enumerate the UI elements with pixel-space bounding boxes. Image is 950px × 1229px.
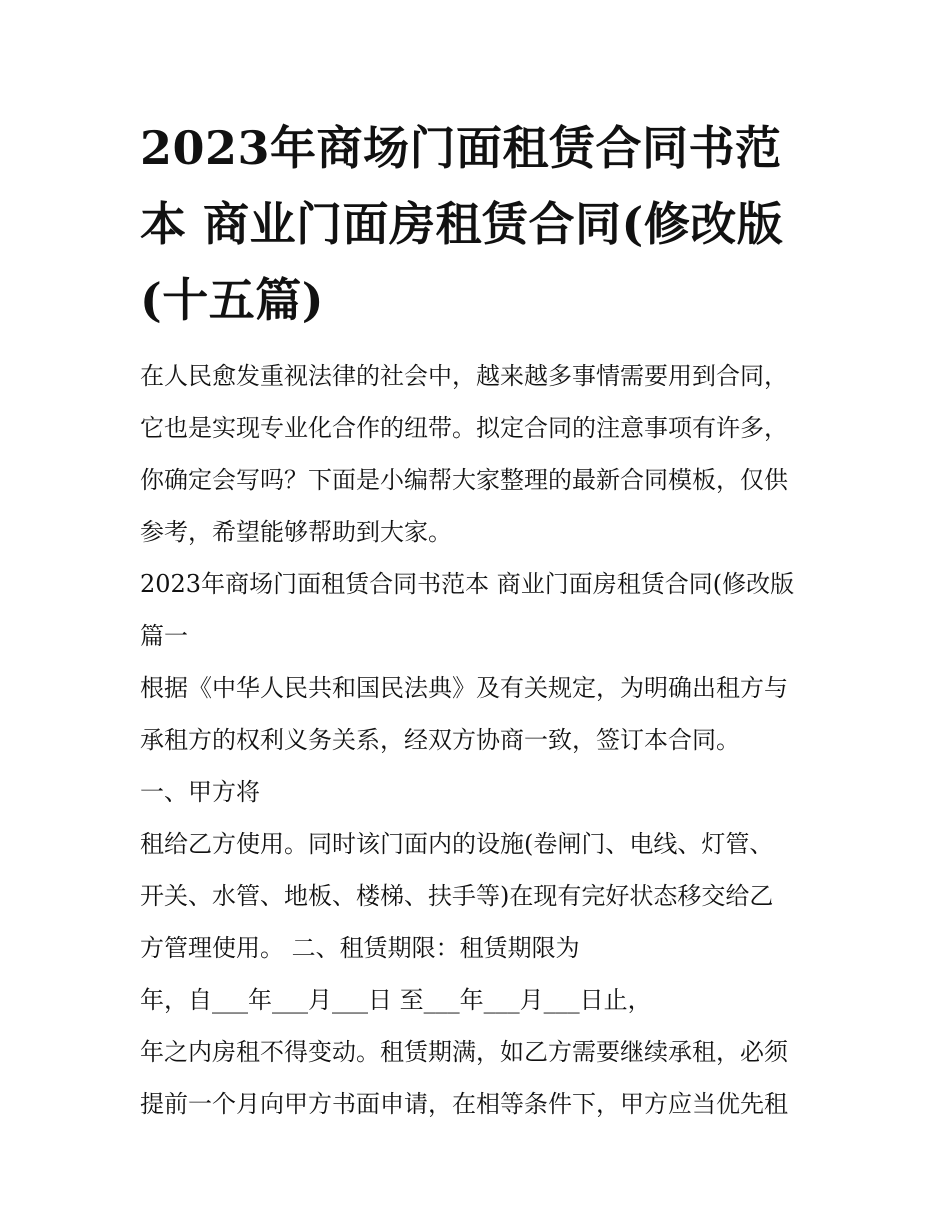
text-line: 提前一个月向甲方书面申请，在相等条件下，甲方应当优先租 — [140, 1090, 788, 1118]
text-line: 参考，希望能够帮助到大家。 — [140, 518, 452, 546]
text-line: 在人民愈发重视法律的社会中，越来越多事情需要用到合同， — [140, 362, 788, 390]
text-line: 一、甲方将 — [140, 778, 260, 806]
text-line: 你确定会写吗？下面是小编帮大家整理的最新合同模板，仅供 — [140, 466, 788, 494]
text-line: 方管理使用。 二、租赁期限：租赁期限为 — [140, 934, 580, 962]
text-line: 根据《中华人民共和国民法典》及有关规定，为明确出租方与 — [140, 674, 788, 702]
text-line: 租给乙方使用。同时该门面内的设施(卷闸门、电线、灯管、 — [140, 830, 774, 858]
text-line: 年之内房租不得变动。租赁期满，如乙方需要继续承租，必须 — [140, 1038, 788, 1066]
document-title: 2023年商场门面租赁合同书范本 商业门面房租赁合同(修改版(十五篇) — [140, 121, 784, 327]
text-line: 年，自___年___月___日 至___年___月___日止， — [140, 986, 652, 1014]
section-heading: 篇一 — [140, 622, 188, 650]
text-line: 开关、水管、地板、楼梯、扶手等)在现有完好状态移交给乙 — [140, 882, 774, 910]
text-line: 承租方的权利义务关系，经双方协商一致，签订本合同。 — [140, 726, 740, 754]
section-heading: 2023年商场门面租赁合同书范本 商业门面房租赁合同(修改版 — [140, 570, 795, 598]
text-line: 它也是实现专业化合作的纽带。拟定合同的注意事项有许多， — [140, 414, 788, 442]
document-page — [140, 110, 820, 1130]
